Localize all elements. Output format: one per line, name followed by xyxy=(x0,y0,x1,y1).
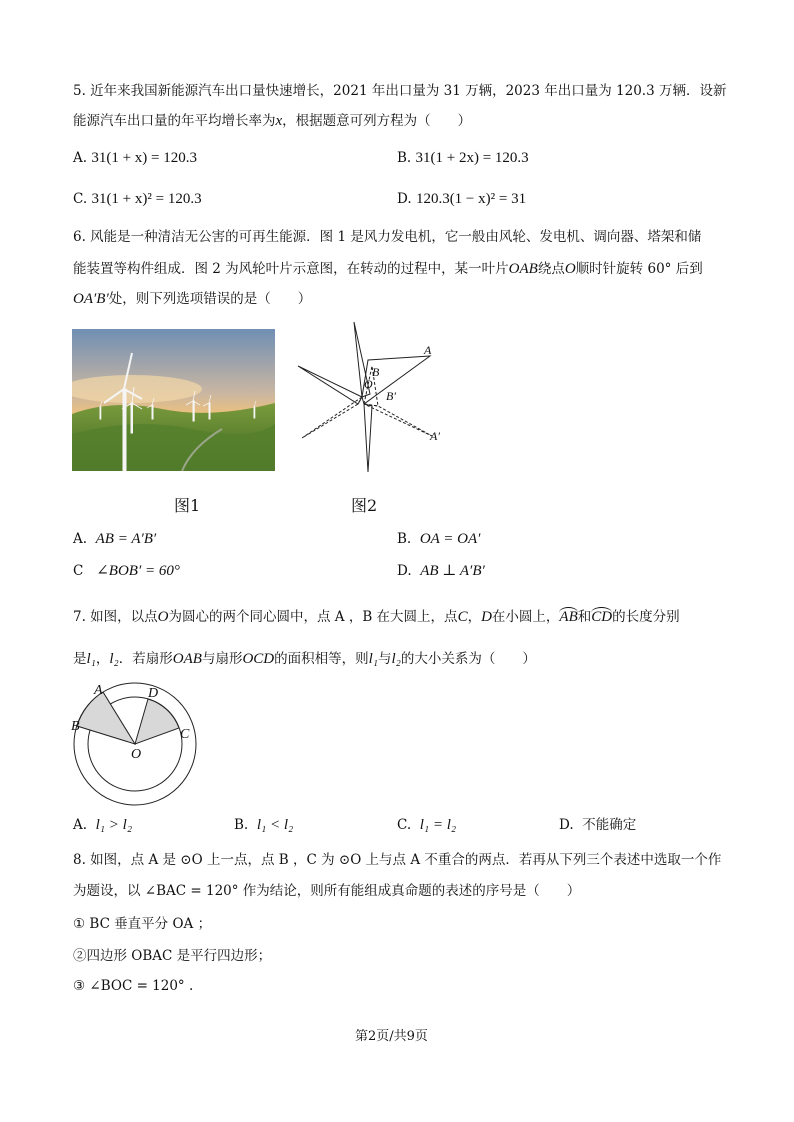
option-label: A. xyxy=(73,531,88,547)
q5-text-line1: 5. 近年来我国新能源汽车出口量快速增长，2021 年出口量为 31 万辆，2023 年出口量为 120.3 万辆．设新 xyxy=(73,83,727,99)
q7-text: 和 xyxy=(577,609,592,625)
q7-math: OAB xyxy=(172,651,202,667)
page-footer: 第2页/共9页 xyxy=(355,1029,428,1044)
q7-math: l₁ xyxy=(368,651,379,667)
q7-text: 为圆心的两个同心圆中，点 A ，B 在大圆上，点 xyxy=(168,609,458,625)
q7-option-a xyxy=(73,817,132,833)
q7-option-b xyxy=(234,817,293,833)
option-label: B. xyxy=(234,817,249,833)
q6-math-o: O xyxy=(564,261,576,277)
q8-item-1: ① BC 垂直平分 OA ； xyxy=(73,916,212,932)
q7-arc-cd: CD xyxy=(591,609,613,625)
q6-line2-mid: 绕点 xyxy=(537,261,565,277)
q7-text-line1 xyxy=(73,609,680,625)
q7-option-c xyxy=(397,817,456,833)
q7-option-d xyxy=(559,817,636,833)
q6-text-line3 xyxy=(73,291,311,307)
q8-item-3: ③ ∠BOC = 120° . xyxy=(73,978,194,994)
q5-option-d xyxy=(397,191,526,207)
fig2-caption: 图2 xyxy=(351,496,378,515)
option-formula: AB ⊥ A′B′ xyxy=(420,563,485,579)
q7-text: 是 xyxy=(73,651,87,667)
q8-text-line2: 为题设，以 ∠BAC = 120° 作为结论，则所有能组成真命题的表述的序号是（ ） xyxy=(73,883,581,899)
blade-oapbp xyxy=(364,404,432,436)
q6-line2-start: 能装置等构件组成．图 2 为风轮叶片示意图，在转动的过程中，某一叶片 xyxy=(73,261,509,277)
q7-text: 7. 如图，以点 xyxy=(73,609,158,625)
option-formula: 120.3(1 − x)² = 31 xyxy=(415,191,527,207)
wind-turbine-photo xyxy=(72,329,275,471)
q7-math: C xyxy=(457,609,468,625)
q8-text-line1: 8. 如图，点 A 是 ⊙O 上一点，点 B ，C 为 ⊙O 上与点 A 不重合的两点．若再从下列三个表述中选取一个作 xyxy=(73,852,722,868)
fig1-caption: 图1 xyxy=(174,496,201,515)
option-label: D. xyxy=(397,563,412,579)
q6-text-line2 xyxy=(73,261,703,277)
option-formula: l₁ < l₂ xyxy=(256,817,294,833)
option-formula: 31(1 + x) = 120.3 xyxy=(91,150,198,166)
option-formula: 31(1 + x)² = 120.3 xyxy=(91,191,202,207)
option-label: A. xyxy=(73,150,88,166)
q7-arc-ab: AB xyxy=(559,609,578,625)
q6-option-c xyxy=(73,563,180,579)
fig2-label-ap: A′ xyxy=(430,429,440,443)
q7-math: l₂ xyxy=(109,651,119,667)
wind-turbine-photo-art xyxy=(72,329,275,471)
q6-math-oapbp: OA′B′ xyxy=(73,291,109,307)
option-label: B. xyxy=(397,531,412,547)
sector-ocd xyxy=(135,699,179,744)
blade-left xyxy=(298,366,362,404)
q6-text-line1: 6. 风能是一种清洁无公害的可再生能源．图 1 是风力发电机，它一般由风轮、发电机、调向器、塔架和储 xyxy=(73,229,702,245)
q7-text: ．若扇形 xyxy=(118,651,173,667)
q6-line2-end: 顺时针旋转 60° 后到 xyxy=(575,261,703,277)
q7-text: 与扇形 xyxy=(201,651,243,667)
q7-math: l₁ xyxy=(86,651,96,667)
option-formula: OA = OA′ xyxy=(419,531,481,547)
q5-line2-end: ，根据题意可列方程为（ ） xyxy=(282,113,472,129)
q7-math: l₂ xyxy=(391,651,401,667)
q7-text: 的大小关系为（ ） xyxy=(400,651,536,667)
q7-math: OCD xyxy=(242,651,275,667)
q5-var-x: x xyxy=(275,113,283,129)
q7-label-d: D xyxy=(148,686,159,701)
q6-math-oab: OAB xyxy=(508,261,538,277)
option-formula: AB = A′B′ xyxy=(95,531,157,547)
q7-math: D xyxy=(481,609,492,625)
q6-option-b xyxy=(397,531,480,547)
option-label: C. xyxy=(73,191,88,207)
option-text: 不能确定 xyxy=(582,817,637,833)
q7-label-b: B xyxy=(71,719,80,734)
q6-line3-text: 处，则下列选项错误的是（ ） xyxy=(108,291,312,307)
option-formula: l₁ = l₂ xyxy=(419,817,457,833)
q7-text: 的面积相等，则 xyxy=(274,651,369,667)
q7-label-o: O xyxy=(131,747,142,762)
option-label: C. xyxy=(397,817,412,833)
blade-dashed-left xyxy=(302,397,362,438)
fig2-blades-diagram xyxy=(292,318,452,478)
q7-label-a: A xyxy=(94,683,103,698)
option-label: D. xyxy=(397,191,412,207)
q6-option-a xyxy=(73,531,156,547)
q7-text: 与 xyxy=(378,651,392,667)
q8-item-2: ②四边形 OBAC 是平行四边形； xyxy=(73,948,272,964)
q7-text: 在小圆上， xyxy=(491,609,560,625)
sector-oab xyxy=(77,692,135,744)
q5-option-c xyxy=(73,191,202,207)
blade-down xyxy=(364,404,372,472)
fig2-label-a: A xyxy=(424,343,432,357)
q5-text-line2 xyxy=(73,113,471,129)
option-label: D. xyxy=(559,817,574,833)
fig2-label-b: B xyxy=(372,365,380,379)
q5-line2-start: 能源汽车出口量的年平均增长率为 xyxy=(73,113,276,129)
q7-label-c: C xyxy=(180,727,190,742)
option-formula: l₁ > l₂ xyxy=(95,817,133,833)
fig2-label-o: O xyxy=(364,377,373,391)
q7-text: ， xyxy=(467,609,482,625)
q6-option-d xyxy=(397,563,485,579)
fig2-label-bp: B′ xyxy=(386,389,396,403)
option-label: A. xyxy=(73,817,88,833)
option-label: B. xyxy=(397,150,412,166)
q7-text: 的长度分别 xyxy=(612,609,680,625)
q7-text-line2: 是l₁，l₂．若扇形OAB与扇形OCD的面积相等，则l₁与l₂的大小关系为（ ） xyxy=(73,651,536,667)
option-formula: ∠BOB′ = 60° xyxy=(96,563,180,579)
q7-concentric-circles-diagram xyxy=(69,680,199,810)
option-formula: 31(1 + 2x) = 120.3 xyxy=(415,150,529,166)
q5-option-a xyxy=(73,150,197,166)
option-label: C xyxy=(73,563,84,579)
q5-option-b xyxy=(397,150,529,166)
q7-math: O xyxy=(157,609,169,625)
